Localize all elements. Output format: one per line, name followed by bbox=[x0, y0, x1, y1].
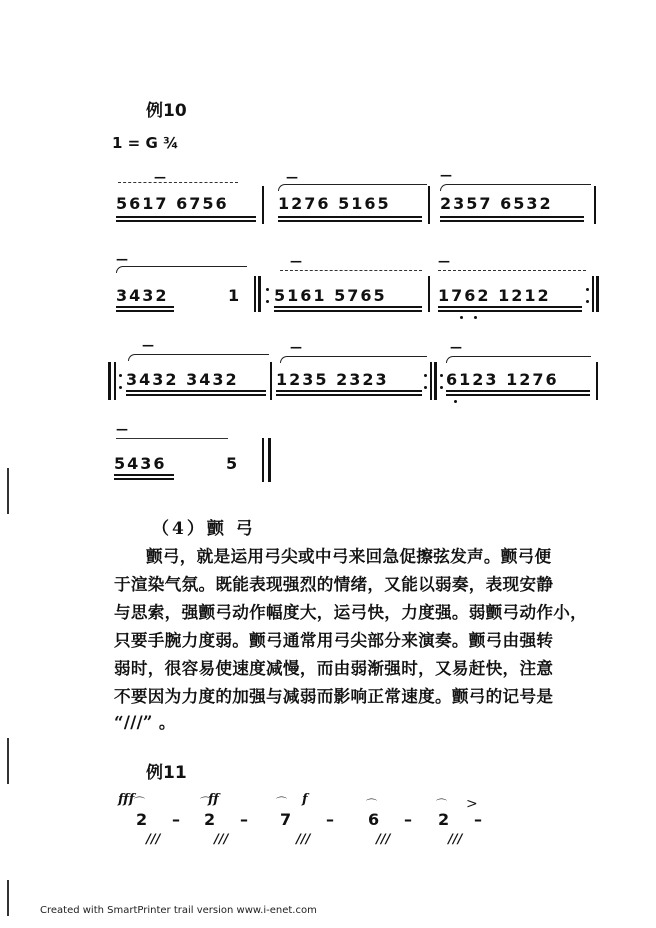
measure-5: 5161 5765 bbox=[274, 286, 387, 305]
octave-dot bbox=[454, 400, 457, 403]
measure-7: 3432 3432 bbox=[126, 370, 239, 389]
repeat-dot bbox=[424, 374, 427, 377]
note-dash: – bbox=[172, 810, 182, 829]
bar-line bbox=[270, 362, 272, 400]
beam-underline bbox=[116, 310, 174, 312]
beam-underline bbox=[446, 394, 590, 396]
beam-underline bbox=[126, 390, 266, 392]
beam-underline bbox=[126, 394, 266, 396]
bow-mark: — bbox=[290, 254, 302, 268]
repeat-dot bbox=[119, 386, 122, 389]
slur bbox=[280, 356, 427, 363]
bar-line bbox=[596, 362, 598, 400]
measure-8: 1235 2323 bbox=[276, 370, 389, 389]
paragraph-line-6: 不要因为力度的加强与减弱而影响正常速度。颤弓的记号是 bbox=[114, 686, 554, 706]
repeat-dot bbox=[424, 386, 427, 389]
repeat-dot bbox=[440, 374, 443, 377]
measure-3: 2357 6532 bbox=[440, 194, 553, 213]
beam-underline bbox=[276, 394, 422, 396]
repeat-bar-line bbox=[430, 362, 432, 400]
measure-4-end-note: 1 bbox=[228, 286, 242, 305]
bow-mark: — bbox=[440, 168, 452, 182]
slur bbox=[116, 266, 247, 273]
slur-dash bbox=[438, 270, 586, 271]
beam-underline bbox=[116, 220, 256, 222]
repeat-bar-line bbox=[114, 362, 116, 400]
section-heading: （4）颤 弓 bbox=[152, 519, 256, 539]
beam-underline bbox=[114, 474, 174, 476]
beam-underline bbox=[114, 478, 174, 480]
repeat-dot bbox=[586, 300, 589, 303]
bar-line bbox=[428, 276, 430, 312]
beam-underline bbox=[278, 216, 422, 218]
measure-10: 5436 bbox=[114, 454, 167, 473]
octave-dot bbox=[474, 316, 477, 319]
note: 2 bbox=[204, 810, 218, 829]
repeat-dot bbox=[119, 374, 122, 377]
note-dash: – bbox=[404, 810, 414, 829]
beam-underline bbox=[438, 310, 582, 312]
repeat-bar-line bbox=[258, 276, 261, 312]
slur bbox=[278, 184, 427, 191]
decrescendo-icon: > bbox=[466, 796, 478, 812]
final-bar-line bbox=[268, 438, 271, 482]
slur bbox=[446, 356, 591, 363]
bow-mark: — bbox=[286, 170, 298, 184]
measure-2: 1276 5165 bbox=[278, 194, 391, 213]
margin-mark bbox=[7, 738, 9, 784]
bow-mark: — bbox=[290, 340, 302, 354]
bow-mark: — bbox=[116, 252, 128, 266]
beam-underline bbox=[274, 306, 422, 308]
bow-mark: — bbox=[450, 340, 462, 354]
note-dash: – bbox=[240, 810, 250, 829]
dynamic-marking: f bbox=[302, 792, 308, 807]
paragraph-line-1: 颤弓，就是运用弓尖或中弓来回急促擦弦发声。颤弓便 bbox=[146, 546, 552, 566]
repeat-bar-line bbox=[592, 276, 594, 312]
beam-underline bbox=[440, 216, 584, 218]
slur bbox=[440, 184, 591, 191]
paragraph-line-7: “///” 。 bbox=[114, 712, 176, 732]
slur bbox=[128, 354, 269, 361]
bar-line bbox=[262, 186, 264, 224]
margin-mark bbox=[7, 880, 9, 916]
final-bar-line bbox=[262, 438, 264, 482]
tremolo-icon: /// bbox=[376, 832, 391, 847]
measure-9: 6123 1276 bbox=[446, 370, 559, 389]
note: 2 bbox=[136, 810, 150, 829]
dynamic-marking: fff bbox=[118, 792, 135, 807]
repeat-dot bbox=[266, 300, 269, 303]
note-dash: – bbox=[474, 810, 484, 829]
dynamic-marking: ff bbox=[208, 792, 219, 807]
bow-mark: — bbox=[438, 254, 450, 268]
repeat-dot bbox=[440, 386, 443, 389]
repeat-dot bbox=[586, 288, 589, 291]
repeat-bar-line bbox=[596, 276, 599, 312]
tremolo-icon: /// bbox=[146, 832, 161, 847]
measure-1: 5617 6756 bbox=[116, 194, 229, 213]
fermata-icon: ⌒ bbox=[366, 798, 377, 811]
example-11-label: 例11 bbox=[146, 763, 187, 783]
footer-watermark: Created with SmartPrinter trail version www.i-enet.com bbox=[40, 905, 317, 916]
paragraph-line-4: 只要手腕力度弱。颤弓通常用弓尖部分来演奏。颤弓由强转 bbox=[114, 630, 554, 650]
note: 2 bbox=[438, 810, 452, 829]
beam-underline bbox=[116, 216, 256, 218]
paragraph-line-3: 与思索，强颤弓动作幅度大，运弓快，力度强。弱颤弓动作小， bbox=[114, 602, 588, 622]
measure-6: 1762 1212 bbox=[438, 286, 551, 305]
tremolo-icon: /// bbox=[296, 832, 311, 847]
beam-underline bbox=[116, 306, 174, 308]
bar-line bbox=[428, 186, 430, 224]
beam-underline bbox=[440, 220, 584, 222]
repeat-bar-line bbox=[434, 362, 437, 400]
slur-dash bbox=[118, 182, 238, 183]
key-signature: 1 = G ¾ bbox=[112, 134, 179, 152]
bow-mark: — bbox=[154, 170, 166, 184]
note-dash: – bbox=[326, 810, 336, 829]
beam-underline bbox=[446, 390, 590, 392]
beam-underline bbox=[276, 390, 422, 392]
bar-line bbox=[594, 186, 596, 224]
tremolo-icon: /// bbox=[214, 832, 229, 847]
repeat-bar-line bbox=[108, 362, 111, 400]
slur-dash bbox=[280, 270, 422, 271]
measure-4: 3432 bbox=[116, 286, 169, 305]
note: 7 bbox=[280, 810, 294, 829]
fermata-icon: ⌒ bbox=[276, 796, 287, 809]
note: 6 bbox=[368, 810, 382, 829]
bow-mark: — bbox=[116, 422, 128, 436]
measure-10-end-note: 5 bbox=[226, 454, 240, 473]
fermata-icon: ⌒ bbox=[436, 798, 447, 811]
margin-mark bbox=[7, 468, 9, 514]
octave-dot bbox=[460, 316, 463, 319]
beam-underline bbox=[274, 310, 422, 312]
repeat-dot bbox=[266, 288, 269, 291]
tremolo-icon: /// bbox=[448, 832, 463, 847]
slur-line bbox=[116, 438, 228, 439]
fermata-icon: ⌒ bbox=[134, 796, 145, 809]
example-10-label: 例10 bbox=[146, 101, 187, 121]
repeat-bar-line bbox=[254, 276, 256, 312]
beam-underline bbox=[438, 306, 582, 308]
bow-mark: — bbox=[142, 338, 154, 352]
fermata-icon: ⌒ bbox=[200, 796, 211, 809]
paragraph-line-5: 弱时，很容易使速度减慢，而由弱渐强时，又易赶快，注意 bbox=[114, 658, 554, 678]
paragraph-line-2: 于渲染气氛。既能表现强烈的情绪，又能以弱奏，表现安静 bbox=[114, 574, 554, 594]
beam-underline bbox=[278, 220, 422, 222]
